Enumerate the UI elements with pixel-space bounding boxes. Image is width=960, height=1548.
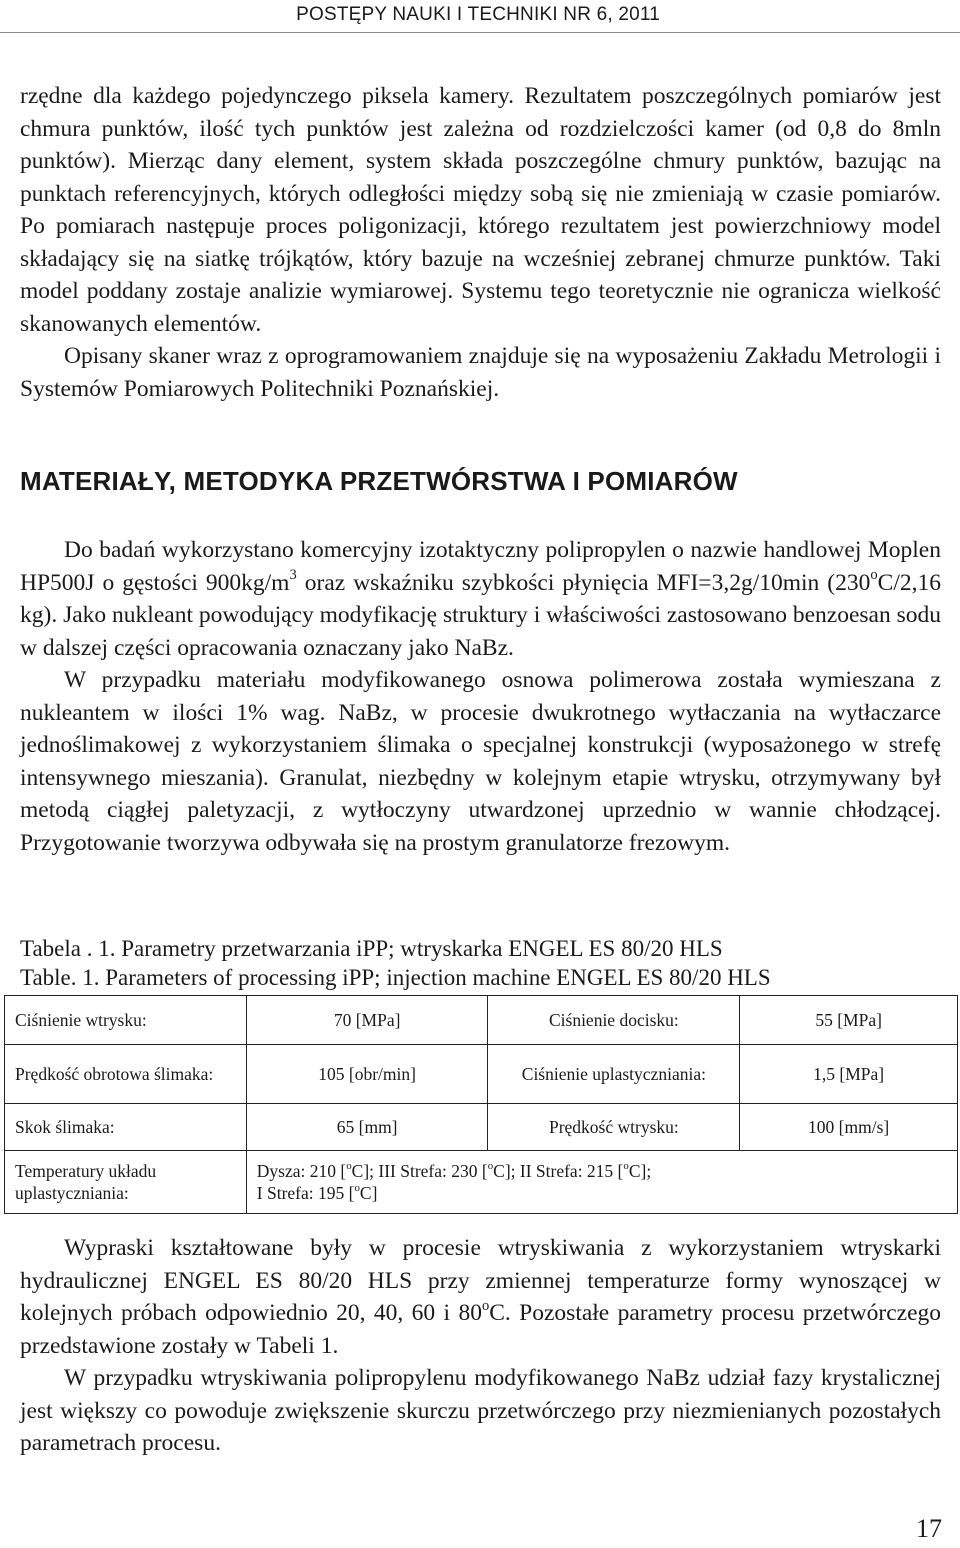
parameters-table [4,995,958,1214]
table-cell: Ciśnienie wtrysku: [5,996,247,1045]
section-heading: MATERIAŁY, METODYKA PRZETWÓRSTWA I POMIARÓW [20,466,738,496]
table-cell: Prędkość obrotowa ślimaka: [5,1045,247,1104]
table-cell: 70 [MPa] [246,996,488,1045]
text-run: Dysza: 210 [ [256,1161,347,1181]
running-header [296,4,660,26]
materials-text-block [20,534,941,859]
text-run: C/2,16 kg). Jako nukleant powodujący modyfikację struktury i właściwości zastosowano benzoesan sodu w dalszej części opracowania oznaczany jako NaBz. [20,569,941,661]
superscript: o [870,567,878,584]
superscript: o [487,1160,494,1173]
superscript: o [623,1160,629,1173]
text-run: oraz wskaźniku szybkości płynięcia MFI=3,2g/10min (230 [296,569,871,596]
text-run: C]; II Strefa: 215 [ [493,1161,624,1181]
intro-text-block [20,80,941,405]
table-cell: Ciśnienie docisku: [488,996,740,1045]
superscript: o [354,1182,360,1195]
text-run: I Strefa: 195 [ [256,1183,355,1203]
paragraph: W przypadku materiału modyfikowanego osnowa polimerowa została wymieszana z nukleantem w ilości 1% wag. NaBz, w procesie dwukrotnego wytłaczania na wytłaczarce jednoślimakowej z wykorzystaniem ślimaka o specjalnej konstrukcji (wyposażonego w strefę intensywnego mieszania). Granulat, niezbędny w kolejnym etapie wtrysku, otrzymywany był metodą ciągłej paletyzacji, z wytłoczyny utwardzonej uprzednio w wannie chłodzącej. Przygotowanie tworzywa odbywała się na prostym granulatorze frezowym. [20,667,941,856]
paragraph [20,534,941,664]
table-cell: 55 [MPa] [740,996,958,1045]
text-run: C]; III Strefa: 230 [ [351,1161,488,1181]
processing-text-block [20,1232,941,1460]
text-run: C] [359,1183,378,1203]
table-row [5,1151,958,1214]
text-run: Do badań wykorzystano komercyjny izotaktyczny polipropylen o nazwie handlowej Moplen HP500J o gęstości 900kg/m [20,537,941,596]
text-run: Wypraski kształtowane były w procesie wtryskiwania z wykorzystaniem wtryskarki hydraulicznej ENGEL ES 80/20 HLS przy zmiennej temperaturze formy wynoszącej w kolejnych próbach odpowiednio 20, 40, 60 i 80 [20,1235,941,1326]
paragraph [20,1232,941,1362]
table-row [5,996,958,1045]
table-row [5,1104,958,1151]
table-cell: 1,5 [MPa] [740,1045,958,1104]
paragraph: rzędne dla każdego pojedynczego piksela kamery. Rezultatem poszczególnych pomiarów jest chmura punktów, ilość tych punktów jest zależna od rozdzielczości kamer (od 0,8 do 8mln punktów). Mierząc dany element, system składa poszczególne chmury punktów, bazując na punktach referencyjnych, których odległości między sobą się nie zmieniają w czasie pomiarów. Po pomiarach następuje proces poligonizacji, którego rezultatem jest powierzchniowy model składający się na siatkę trójkątów, który bazuje na wcześniej zebranej chmurze punktów. Taki model poddany zostaje analizie wymiarowej. Systemu tego teoretycznie nie ogranicza wielkość skanowanych elementów. [20,83,941,337]
superscript: o [481,1297,490,1314]
table-cell: 65 [mm] [246,1104,488,1151]
running-title: POSTĘPY NAUKI I TECHNIKI NR 6, 2011 [296,4,660,25]
header-rule [0,32,960,33]
table-cell: Prędkość wtrysku: [488,1104,740,1151]
table-cell: Temperatury układu uplastyczniania: [5,1151,247,1214]
table-cell: 100 [mm/s] [740,1104,958,1151]
superscript: o [346,1160,352,1173]
page-number: 17 [916,1514,942,1543]
table-cell: Ciśnienie uplastyczniania: [488,1045,740,1104]
table-caption-en: Table. 1. Parameters of processing iPP; injection machine ENGEL ES 80/20 HLS [20,965,771,990]
table-caption-pl: Tabela . 1. Parametry przetwarzania iPP; wtryskarka ENGEL ES 80/20 HLS [20,936,723,961]
table-cell: Skok ślimaka: [5,1104,247,1151]
paragraph: W przypadku wtryskiwania polipropylenu modyfikowanego NaBz udział fazy krystalicznej jest większy co powoduje zwiększenie skurczu przetwórczego przy niezmienianych pozostałych parametrach procesu. [20,1365,941,1456]
paragraph: Opisany skaner wraz z oprogramowaniem znajduje się na wyposażeniu Zakładu Metrologii i Systemów Pomiarowych Politechniki Poznańskiej. [20,343,941,402]
text-run: C]; [628,1161,652,1181]
table-cell-temperatures [246,1151,957,1214]
superscript: 3 [289,567,297,584]
text-run: C. Pozostałe parametry procesu przetwórczego przedstawione zostały w Tabeli 1. [20,1300,941,1359]
table-cell: 105 [obr/min] [246,1045,488,1104]
table-row [5,1045,958,1104]
